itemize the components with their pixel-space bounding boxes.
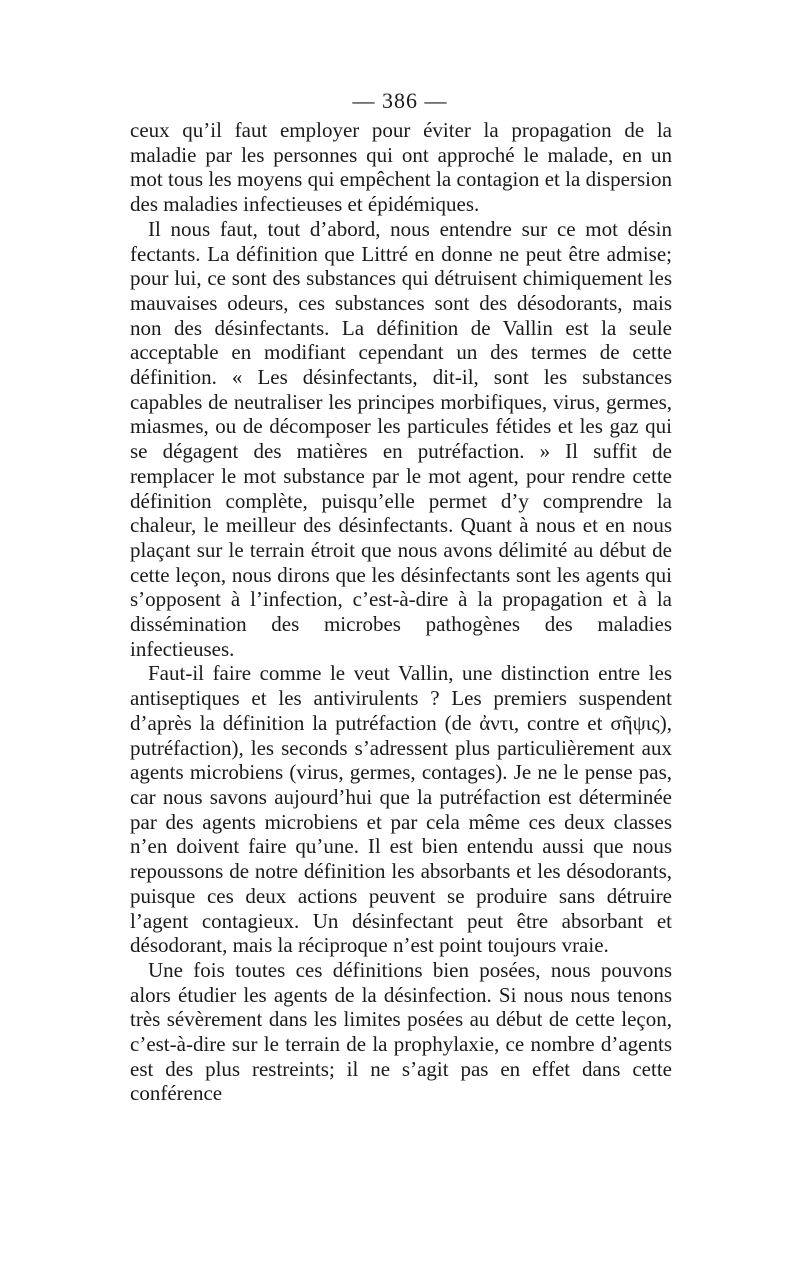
body-text <box>130 118 672 1106</box>
paragraph-2: Il nous faut, tout d’abord, nous entendre sur ce mot désin fectants. La définition que Littré en donne ne peut être admise; pour lui, ce sont des substances qui détruisent chimiquement les mauvaises odeurs, ces substances sont des désodorants, mais non des désinfectants. La définition de Vallin est la seule acceptable en modifiant cependant un des termes de cette définition. « Les désinfectants, dit-il, sont les substances capables de neutraliser les principes morbifiques, virus, germes, miasmes, ou de décomposer les particules fétides et les gaz qui se dégagent des matières en putréfaction. » Il suffit de remplacer le mot substance par le mot agent, pour rendre cette définition complète, puisqu’elle permet d’y comprendre la chaleur, le meilleur des désinfectants. Quant à nous et en nous plaçant sur le terrain étroit que nous avons délimité au début de cette leçon, nous dirons que les désinfectants sont les agents qui s’opposent à l’infection, c’est-à-dire à la propagation et à la dissémination des microbes pathogènes des maladies infectieuses. <box>130 216 672 661</box>
paragraph-1: ceux qu’il faut employer pour éviter la propagation de la maladie par les personnes qui ont approché le malade, en un mot tous les moyens qui empêchent la contagion et la dispersion des maladies infectieuses et épidémiques. <box>130 118 672 217</box>
paragraph-4: Une fois toutes ces définitions bien posées, nous pouvons alors étudier les agents de la désinfection. Si nous nous tenons très sévèrement dans les limites posées au début de cette leçon, c’est-à-dire sur le terrain de la prophylaxie, ce nombre d’agents est des plus restreints; il ne s’agit pas en effet dans cette conférence <box>130 957 672 1106</box>
page-number: — 386 — <box>352 88 448 113</box>
paragraph-3: Faut-il faire comme le veut Vallin, une distinction entre les antiseptiques et les antivirulents ? Les premiers suspendent d’après la définition la putréfaction (de ἀντι, contre et σῆψις), putréfaction), les seconds s’adressent plus particulièrement aux agents microbiens (virus, germes, contages). Je ne le pense pas, car nous savons aujourd’hui que la putréfaction est déterminée par des agents microbiens et par cela même ces deux classes n’en doivent faire qu’une. Il est bien entendu aussi que nous repoussons de notre définition les absorbants et les désodorants, puisque ces deux actions peuvent se produire sans détruire l’agent contagieux. Un désinfectant peut être absorbant et désodorant, mais la réciproque n’est point toujours vraie. <box>130 661 672 958</box>
